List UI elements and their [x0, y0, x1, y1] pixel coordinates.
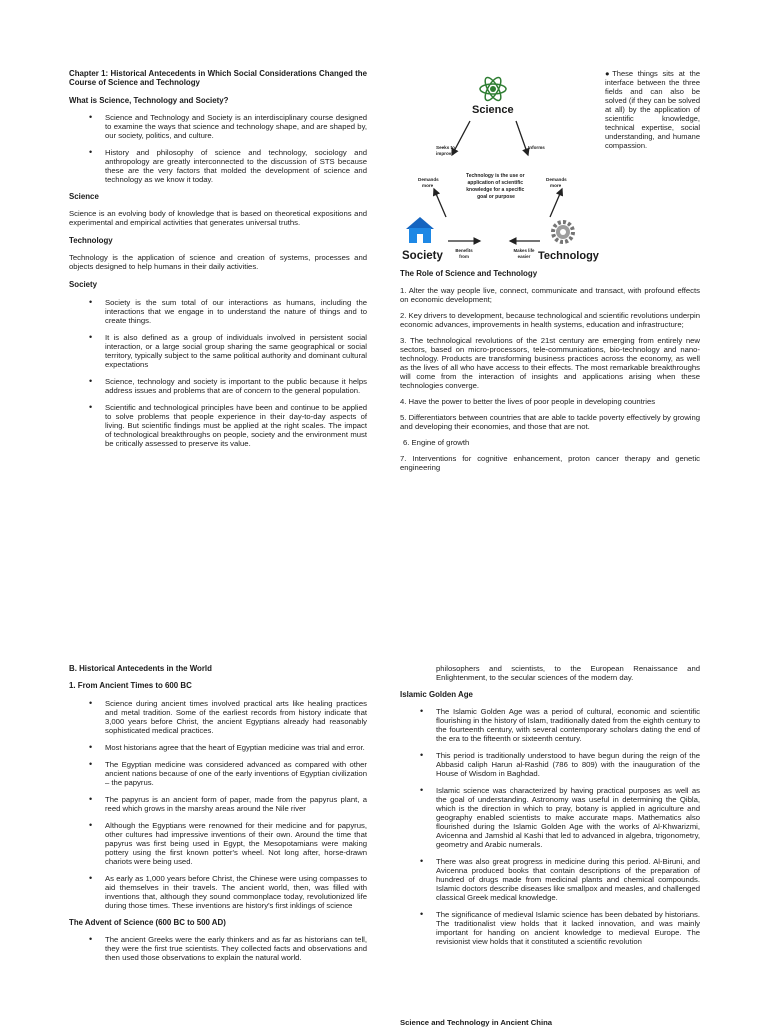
- science-definition: Science is an evolving body of knowledge that is based on theoretical expositions and experimental and empirical activities that generates universal truths.: [69, 209, 367, 227]
- chapter-title: Chapter 1: Historical Antecedents in Which Social Considerations Changed the Course of Science and Technology: [69, 69, 367, 88]
- informs-label: Informs: [528, 145, 545, 150]
- list-item: • Most historians agree that the heart of Egyptian medicine was trial and error.: [69, 743, 367, 752]
- list-item: • Science and Technology and Society is an interdisciplinary course designed to examine the ways that science and technology shape, and are shaped by, our society, politics, and culture.: [69, 113, 367, 140]
- diagram-side-note: ●These things sits at the interface between the three fields and can also be solved (if they can be solved at all) by the application of scientific knowledge, technical expertise, social understanding, and humane compassion.: [605, 69, 700, 150]
- demands-left-label: Demands more: [418, 177, 439, 188]
- list-item: • Although the Egyptians were renowned for their medicine and for papyrus, other cultures had impressive inventions of their own. Around the time that papyrus was first being used in Egypt, the Mesopotamians were making pottery using the first known potter's wheel. Not long after, horse-drawn chariots were being used.: [69, 821, 367, 866]
- house-icon: [406, 217, 434, 243]
- list-item: 5. Differentiators between countries that are able to tackle poverty effectively by growing and developing their economies, and those that are not.: [400, 413, 700, 432]
- list-item: • The Islamic Golden Age was a period of cultural, economic and scientific flourishing in the history of Islam, traditionally dated from the eighth century to the fourteenth century, with several contemporary scholars dating the end of the era to the fifteenth or sixteenth century.: [400, 707, 700, 743]
- benefits-label: Benefits from: [455, 248, 473, 259]
- gear-icon: [553, 222, 573, 242]
- list-item: • There was also great progress in medicine during this period. Al-Biruni, and Avicenna produced books that contain descriptions of the preparation of hundred of drugs made from medicinal plants and chemical compounds. Islamic doctors describe diseases like smallpox and measles, and challenged classical Greek medical knowledge.: [400, 857, 700, 902]
- sts-diagram-graphic: [400, 69, 600, 265]
- intro-bullet-list: [69, 113, 367, 184]
- list-item: 6. Engine of growth: [403, 438, 470, 448]
- list-item: 1. Alter the way people live, connect, communicate and transact, with profound effects on economic development;: [400, 286, 700, 305]
- role-title: The Role of Science and Technology: [400, 269, 538, 278]
- list-item: 4. Have the power to better the lives of poor people in developing countries: [400, 397, 656, 407]
- advent-science-list: [69, 935, 367, 962]
- list-item: 3. The technological revolutions of the 21st century are emerging from entirely new sectors, based on micro-processors, tele-communications, bio-technology and nano-technology. Products are transforming business practices across the economy, as well as the lives of all who have access to their effects. The most remarkable breakthroughs will come from the interaction of insights and applications arising when these technologies converge.: [400, 336, 700, 391]
- islamic-title: Islamic Golden Age: [400, 690, 473, 699]
- list-item: • History and philosophy of science and technology, sociology and anthropology are greatly interconnected to the discussion of STS because these are the very factors that molded the development of science and technology as we know it today.: [69, 148, 367, 184]
- section-title: B. Historical Antecedents in the World: [69, 664, 212, 673]
- list-item: • The significance of medieval Islamic science has been debated by historians. The traditionalist view holds that it lacked innovation, and was mainly important for handing on ancient knowledge to medieval Europe. The revisionist view holds that it constituted a scientific revolution: [400, 910, 700, 946]
- islamic-list: [400, 707, 700, 946]
- list-item: • Science, technology and society is important to the public because it helps address issues and problems that are of concern to the general population.: [69, 377, 367, 395]
- science-heading: Science: [69, 191, 99, 201]
- seeks-label: Seeks to improve: [436, 145, 455, 156]
- subsection-title: The Advent of Science (600 BC to 500 AD): [69, 917, 226, 927]
- society-heading: Society: [69, 280, 98, 290]
- list-item: 7. Interventions for cognitive enhancement, proton cancer therapy and genetic engineering: [400, 454, 700, 473]
- technology-heading: Technology: [69, 236, 113, 245]
- section-question: What is Science, Technology and Society?: [69, 95, 229, 105]
- continued-text: philosophers and scientists, to the European Renaissance and Enlightenment, to the secular sciences of the modern day.: [436, 664, 700, 682]
- list-item: • Islamic science was characterized by having practical purposes as well as the goal of understanding. Astronomy was useful in determining the Qibla, which is the direction in which to pray, botany is applied in agriculture and geography enabled scientists to make accurate maps. Mathematics also flourished during the Islamic Golden Age with the works of Al-Khwarizmi, Avicenna and Jamshid al Kashi that led to advanced in algebra, trigonometry, geometry and Arabic numerals.: [400, 786, 700, 849]
- list-item: • As early as 1,000 years before Christ, the Chinese were using compasses to aid themselves in their travels. The ancient world, then, was filled with inventions that, although they sound commonplace today, revolutionized life during those times. These inventions are history's first inklings of science: [69, 874, 367, 910]
- arrow-demands-left: [434, 189, 446, 217]
- society-node-label: Society: [402, 250, 443, 262]
- list-item: • The papyrus is an ancient form of paper, made from the papyrus plant, a reed which grows in the marshy areas around the Nile river: [69, 795, 367, 813]
- list-item: • The ancient Greeks were the early thinkers and as far as historians can tell, they were the first true scientists. They collected facts and observations and then used those observations to explain the natural world.: [69, 935, 367, 962]
- demands-right-label: Demands more: [546, 177, 567, 188]
- page2-left-column: [69, 664, 367, 970]
- list-item: • It is also defined as a group of individuals involved in persistent social interaction, or a large social group sharing the same geographical or social territory, typically subject to the same political authority and dominant cultural expectations: [69, 333, 367, 369]
- list-item: 2. Key drivers to development, because technological and scientific revolutions underpin economic advances, improvements in health systems, education and infrastructure;: [400, 311, 700, 330]
- list-item: • Science during ancient times involved practical arts like healing practices and metal tradition. Some of the earliest records from history indicate that 3,000 years before Christ, the ancient Egyptians already had reasonably sophisticated medical practices.: [69, 699, 367, 735]
- technology-node-label: Technology: [538, 250, 599, 262]
- sts-diagram: [400, 69, 700, 265]
- role-list: [400, 286, 700, 472]
- arrow-demands-right: [550, 189, 562, 217]
- list-item: • Scientific and technological principles have been and continue to be applied to solve problems that people experience in their day-to-day aspects of living. But scientific findings must be applied at the right scales. The impact of technological breakthroughs on people, society and the environment must be critically assessed to preserve its value.: [69, 403, 367, 448]
- science-node-label: Science: [472, 104, 514, 116]
- list-item: • The Egyptian medicine was considered advanced as compared with other ancient nations because of one of the early inventions of Egyptian civilization – the papyrus.: [69, 760, 367, 787]
- list-item: • Society is the sum total of our interactions as humans, including the interactions that we engage in to understand the nature of things and to create things.: [69, 298, 367, 325]
- china-title: Science and Technology in Ancient China: [400, 1018, 553, 1027]
- page1-right-column: [400, 69, 700, 479]
- society-bullet-list: [69, 298, 367, 448]
- page2-right-column: [400, 664, 700, 954]
- diagram-center-text: Technology is the use or application of scientific knowledge for a specific goal or purpose: [466, 173, 525, 200]
- ancient-times-list: [69, 699, 367, 910]
- makes-life-label: Makes life easier: [513, 248, 535, 259]
- list-item: • This period is traditionally understood to have begun during the reign of the Abbasid caliph Harun al-Rashid (786 to 809) with the inauguration of the House of Wisdom in Baghdad.: [400, 751, 700, 778]
- page1-left-column: [69, 69, 367, 456]
- subsection-title: 1. From Ancient Times to 600 BC: [69, 681, 192, 691]
- atom-icon: [480, 75, 506, 103]
- arrow-informs: [516, 121, 528, 155]
- technology-definition: Technology is the application of science and creation of systems, processes and objects designed to help humans in their daily activities.: [69, 253, 367, 272]
